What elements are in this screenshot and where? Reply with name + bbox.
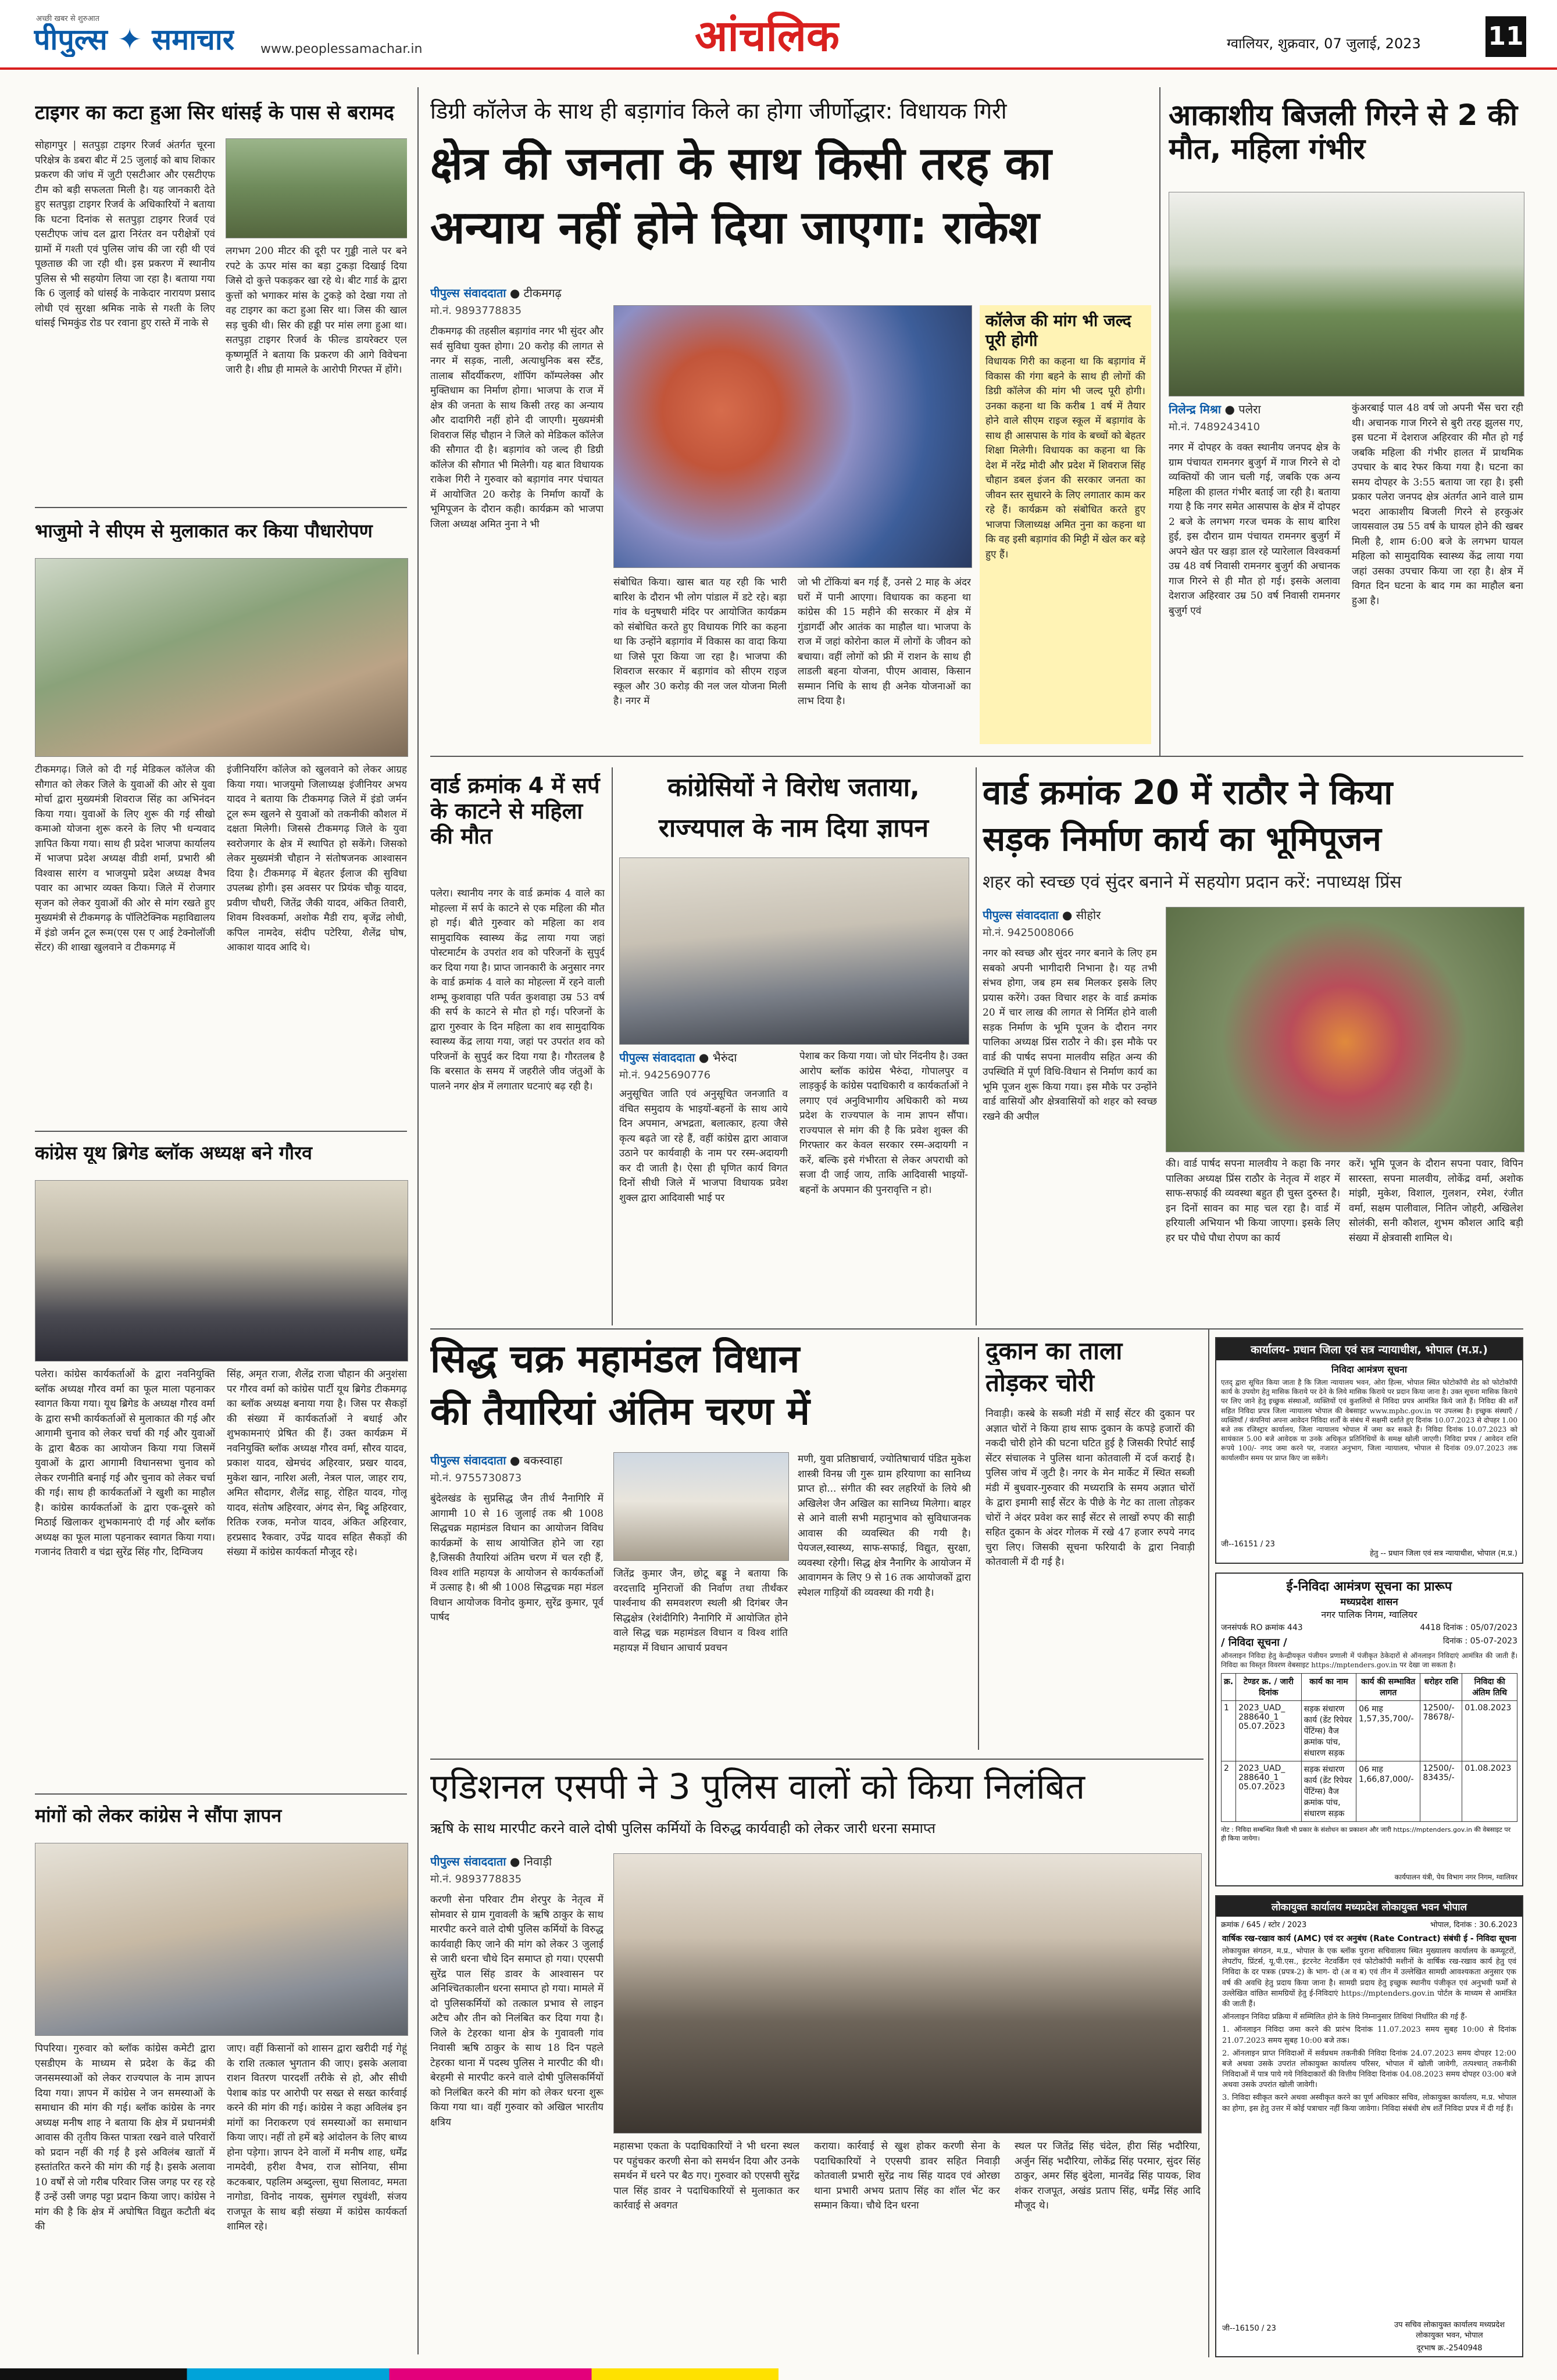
table-cell: सड़क संधारण कार्य (डेंट रिपेयर पेंटिंग्स) वैज क्रमांक पांच, संधारण सड़क	[1301, 1761, 1356, 1822]
lead-text-2: संबोधित किया। खास बात यह रही कि भारी बारिश के दौरान भी लोग पांडाल में डटे रहे। बड़ा गांव के धनुषधारी मंदिर पर आयोजित कार्यक्रम को संबोधित करते हुए विधायक गिरि का कहना था कि उन्होंने बड़ागांव में विकास का वादा किया था जिसे पूरा किया जा रहा है। भाजपा की शिवराज सरकार में बड़ागांव को सीएम राइज स्कूल और 30 करोड़ की नल जल योजना मिली है। नगर में	[613, 577, 787, 707]
court-notice-ref: जी--16151 / 23	[1221, 1540, 1275, 1549]
tiger-headline: टाइगर का कटा हुआ सिर धांसई के पास से बरामद	[35, 102, 394, 124]
tender-column-header: टेण्डर क्र. / जारी दिनांक	[1236, 1674, 1302, 1701]
divider	[430, 1328, 1523, 1330]
congress-youth-headline: कांग्रेस यूथ ब्रिगेड ब्लॉक अध्यक्ष बने गौरव	[35, 1142, 312, 1164]
police-subhead: ऋषि के साथ मारपीट करने वाले दोषी पुलिस कर्मियों के विरुद्ध कार्यवाही को लेकर जारी धरना समाप्त	[430, 1820, 935, 1836]
column-divider	[612, 767, 613, 1325]
lead-text-1: टीकमगढ़ की तहसील बड़ागांव नगर भी सुंदर और सर्व सुविधा युक्त होगा। 20 करोड़ की लागत से नगर में सड़क, नाली, अत्याधुनिक बस स्टैंड, तालाब सौंदर्यीकरण, शॉपिंग कॉम्पलेक्स और मुक्तिधाम का निर्माण होगा। भाजपा के राज में क्षेत्र की जनता के साथ किसी तरह का अन्याय और दादागिरी नहीं होने दी जाएगी। मुख्यमंत्री शिवराज सिंह चौहान ने जिले को मेडिकल कॉलेज की सौगात दी है। बड़ागांव को जल्द ही डिग्री कॉलेज की सौगात भी मिलेगी। यह बात विधायक राकेश गिरी ने गुरुवार को बड़ागांव नगर पंचायत में आयोजित 20 करोड़ के निर्माण कार्यों के भूमिपूजन के दौरान कही। कार्यक्रम को भाजपा जिला अध्यक्ष अमित नुना ने भी	[430, 326, 603, 530]
memorandum-text-2: जाए। वहीं किसानों को शासन द्वारा खरीदी गई गेहूं के राशि तत्काल भुगतान की जाए। इसके अलावा राशन वितरण पारदर्शी तरीके से हो, और सीधी पेशाब कांड पर आरोपी पर सख्त से सख्त कार्रवाई करने की मांग की गई। कांग्रेस ने कहा अविलंब इन मांगों का निराकरण एवं समस्याओं का समाधान किया जाए। नहीं तो हमें बड़े आंदोलन के लिए बाध्य होना पड़ेगा। ज्ञापन देने वालों में मनीष शाह, धर्मेंद्र नामदेवी, हरीश वैभव, राज सोनिया, सीमा कटकबार, पहलिम अब्दुल्ला, सुधा सिलावट, ममता नागोडा, विनोद नायक, सुमंगल रघुवंशी, संजय राजपूत के साथ बड़ी संख्या में कांग्रेस कार्यकर्ता शामिल रहे।	[227, 2043, 407, 2232]
table-cell: 1	[1222, 1701, 1236, 1761]
lead-byline-place: टीकमगढ़	[523, 286, 562, 300]
tender-title: ई-निविदा आमंत्रण सूचना का प्रारूप	[1286, 1579, 1452, 1594]
table-cell: 12500/- 78678/-	[1420, 1701, 1462, 1761]
tender-ref-mid: 4418 दिनांक : 05/07/2023	[1420, 1623, 1517, 1632]
governor-headline-line-1: कांग्रेसियों ने विरोध जताया,	[667, 773, 920, 802]
court-notice	[1215, 1337, 1523, 1564]
lokayukt-title: वार्षिक रख-रखाव कार्य (AMC) एवं दर अनुबंध (Rate Contract) संबंधी ई - निविदा सूचना	[1222, 1934, 1517, 1943]
tender-column-header: निविदा की अंतिम तिथि	[1462, 1674, 1517, 1701]
police-mobile: मो.नं. 9893778835	[430, 1873, 522, 1885]
siddha-byline: पीपुल्स संवाददाता ● बकस्वाहा	[430, 1453, 563, 1467]
column-divider	[978, 1337, 979, 1750]
shop-text: निवाड़ी। कस्बे के सब्जी मंडी में साईं सेंटर की दुकान पर अज्ञात चोरों ने किया हाथ साफ दुकान के कपड़े हजारों की नकदी चोरी होने की घटना घटित हुई है जिसकी रिपोर्ट साईं सेंटर संचालक ने पुलिस थाना कोतवाली में दर्ज कराई है। पुलिस जांच में जुटी है। नगर के मेन मार्केट में स्थित सब्जी मंडी में बुधवार-गुरुवार की मध्यरात्रि के समय अज्ञात चोरों के द्वारा इमामी साईं सेंटर के पीछे के गेट का ताला तोड़कर चोरों ने अंदर प्रवेश कर साईं सेंटर से लाखों रुपए की साड़ी सहित दुकान के अंदर गोलक में रखे 47 हजार रुपये नगद चुरा लिए। जिसकी सूचना फरियादी के द्वारा निवाड़ी कोतवाली में दी गई है।	[985, 1408, 1195, 1568]
lightning-byline: निलेन्द्र मिश्रा ● पलेरा	[1169, 402, 1261, 416]
congress-youth-photo	[35, 1180, 408, 1361]
lokayukt-phone: दूरभाष क्र.-2540948	[1416, 2344, 1483, 2353]
tender-notice	[1215, 1573, 1523, 1886]
tiger-photo	[226, 138, 407, 238]
lead-sidebar-text: विधायक गिरी का कहना था कि बड़ागांव में विकास की गंगा बहने के साथ ही लोगों की डिग्री कॉलेज की मांग भी जल्द पूरी होगी। उनका कहना था कि करीब 1 वर्ष में तैयार होने वाले सीएम राइज स्कूल में बड़ागांव के साथ ही आसपास के गांव के बच्चों को बेहतर शिक्षा मिलेगी। विधायक का कहना था कि देश में नरेंद्र मोदी और प्रदेश में शिवराज सिंह चौहान डबल इंजन की सरकार जनता का जीवन स्तर सुधारने के लिए लगातार काम कर रहे हैं। कार्यक्रम को संबोधित करते हुए भाजपा जिलाध्यक्ष अमित नुना का कहना था कि वह इसी बड़ागांव की मिट्टी में खेल कर बड़े हुए हैं।	[985, 356, 1145, 560]
tender-sign: कार्यपालन यंत्री, पेय विभाग नगर निगम, ग्वालियर	[1394, 1873, 1517, 1881]
siddha-text-2: जितेंद्र कुमार जैन, छोटू बड्डू ने बताया कि वरदत्तादि मुनिराजों की निर्वाण तथा तीर्थंकर पार्श्वनाथ की समवशरण स्थली श्री दिगंबर जैन सिद्धक्षेत्र (रेशंदीगिरि) नैनागिरि में आयोजित होने वाले सिद्ध चक्र महामंडल विधान व विश्व शांति महायज्ञ में विधान आचार्य प्रवचन	[613, 1568, 788, 1654]
tender-org: नगर पालिक निगम, ग्वालियर	[1321, 1609, 1417, 1620]
police-text-3: कराया। कार्रवाई से खुश होकर करणी सेना के पदाधिकारियों ने एएसपी डावर सहित निवाड़ी कोतवाली प्रभारी सुरेंद्र नाथ सिंह यादव एवं ओरछा थाना प्रभारी अभय प्रताप सिंह का शॉल भेंट कर सम्मान किया। चौथे दिन धरना	[814, 2140, 1000, 2211]
memorandum-photo	[35, 1843, 408, 2036]
police-photo	[613, 1853, 1202, 2134]
lightning-byline-place: पलेरा	[1238, 402, 1261, 416]
table-cell: 2023_UAD_ 288640_1 05.07.2023	[1236, 1761, 1302, 1822]
lead-sidebar	[980, 305, 1151, 744]
lead-byline-name: पीपुल्स संवाददाता	[430, 286, 506, 300]
lightning-mobile: मो.नं. 7489243410	[1169, 421, 1260, 433]
tender-column-header: धरोहर राशि	[1420, 1674, 1462, 1701]
divider	[430, 756, 1523, 757]
tender-table-wrap	[1216, 1671, 1522, 1824]
police-byline-place: निवाड़ी	[523, 1854, 552, 1868]
section-title: आंचलिक	[695, 12, 840, 61]
congress-youth-text-2: सिंह, अमृत राजा, शैलेंद्र राजा चौहान की अनुशंसा पर गौरव वर्मा को कांग्रेस पार्टी यूथ ब्रिगेड टीकमगढ़ का ब्लॉक अध्यक्ष बनाया गया है। जिस पर सैकड़ों की संख्या में कार्यकर्ताओं ने बधाई और शुभकामनाएं प्रेषित की हैं। उक्त कार्यक्रम में नवनियुक्ति ब्लॉक अध्यक्ष गौरव वर्मा, सौरव यादव, प्रकाश यादव, खेमचंद अहिरवार, प्रखर यादव, मुकेश खान, नारिश अली, नेत्रल पाल, जाहर राय, अमित सौदागर, शैलेंद्र साहू, रोहित यादव, गोलू यादव, संतोष अहिरवार, अंगद सेन, बिट्टू अहिरवार, रितिक रजक, मनोज यादव, अंकित अहिरवार, हरप्रसाद रैकवार, उपेंद्र यादव सहित सैकड़ों की संख्या में कांग्रेस कार्यकर्ता मौजूद रहे।	[227, 1368, 407, 1558]
site-url[interactable]: www.peoplessamachar.in	[260, 42, 423, 56]
divider	[35, 1793, 407, 1795]
governor-headline-line-2: राज्यपाल के नाम दिया ज्ञापन	[658, 814, 929, 843]
police-text-4: स्थल पर जितेंद्र सिंह चंदेल, हीरा सिंह भदौरिया, अर्जुन सिंह भदौरिया, लोकेंद्र सिंह परमार, सुंदर सिंह ठाकुर, अमर सिंह बुंदेला, मानवेंद्र सिंह पायक, शिव शंकर राजपूत, अखंड प्रताप सिंह, धर्मेंद्र सिंह आदि मौजूद थे।	[1015, 2140, 1201, 2211]
lead-headline-line-1: क्षेत्र की जनता के साथ किसी तरह का	[430, 138, 1052, 190]
page-number-text: 11	[1488, 22, 1524, 51]
tender-state: मध्यप्रदेश शासन	[1340, 1596, 1398, 1608]
brand-logo: पीपुल्स ✦ समाचार	[34, 23, 235, 56]
ward20-headline-line-2: सड़क निर्माण कार्य का भूमिपूजन	[983, 820, 1381, 859]
lead-kicker: डिग्री कॉलेज के साथ ही बड़ागांव किले का होगा जीर्णोद्धार: विधायक गिरी	[430, 99, 1007, 124]
table-row	[1222, 1761, 1517, 1822]
siddha-headline-line-2: की तैयारियां अंतिम चरण में	[430, 1389, 810, 1434]
siddha-photo	[613, 1452, 789, 1561]
governor-byline-place: भैरुंदा	[712, 1050, 737, 1064]
page-number	[1485, 16, 1526, 57]
congress-youth-text-1: पलेरा। कांग्रेस कार्यकर्ताओं के द्वारा नवनियुक्ति ब्लॉक अध्यक्ष गौरव वर्मा का फूल माला पहनाकर स्वागत किया गया। यूथ ब्रिगेड के अध्यक्ष गौरव वर्मा के द्वारा सभी कार्यकर्ताओं से मुलाकात की गई और आगामी चुनाव को लेकर चर्चा की गई और युवाओं के द्वारा बैठक का आयोजन किया गया जिसमें युवाओं के द्वारा आगामी विधानसभा चुनाव को लेकर रणनीति बनाई गई और चुनाव को लेकर चर्चा की गई। साथ ही कार्यकर्ताओं ने खुशी का माहौल है। कांग्रेस कार्यकर्ताओं के द्वारा एक-दूसरे को मिठाई खिलाकर शुभकामनाएं दी गई और ब्लॉक अध्यक्ष का फूल माला पहनाकर स्वागत किया गया। गजानंद तिवारी व चंद्रा सुरेंद्र सिंह गौर, दिग्विजय	[35, 1368, 215, 1558]
siddha-byline-place: बकस्वाहा	[523, 1453, 563, 1467]
lead-sidebar-title: कॉलेज की मांग भी जल्द पूरी होगी	[985, 311, 1131, 350]
siddha-mobile: मो.नं. 9755730873	[430, 1472, 522, 1484]
tender-refs	[1216, 1621, 1522, 1634]
lokayukt-date: भोपाल, दिनांक : 30.6.2023	[1430, 1921, 1517, 1929]
lokayukt-body-4: 2. ऑनलाइन प्राप्त निविदाओं में सर्वप्रथम तकनीकी निविदा दिनांक 24.07.2023 समय दोपहर 12:00 बजे अथवा उसके उपरांत लोकायुक्त कार्यालय परिसर, भोपाल में खोली जावेगी, तत्पश्चात् तकनीकी निविदाओं में पात्र पाये गये निविदाकारों की वित्तीय निविदा दिनांक 04.08.2023 समय दोपहर 03:00 बजे अथवा उसके उपरांत खोली जावेगी।	[1222, 2049, 1516, 2090]
divider	[35, 1131, 407, 1132]
police-byline-name: पीपुल्स संवाददाता	[430, 1854, 506, 1868]
lead-headline-line-2: अन्याय नहीं होने दिया जाएगा: राकेश	[430, 202, 1040, 254]
bhajyumo-text-1: टीकमगढ़। जिले को दी गई मेडिकल कॉलेज की सौगात को लेकर जिले के युवाओं की ओर से युवा मोर्चा द्वारा मुख्यमंत्री शिवराज सिंह का अभिनंदन किया गया। युवाओं के लिए शुरू की गई सीखो कमाओ योजना शुरू करने के लिए भी धन्यवाद ज्ञापित किया गया। साथ ही प्रदेश भाजपा कार्यालय में भाजपा प्रदेश अध्यक्ष वीडी शर्मा, प्रभारी श्री विश्वास सारंग व भाजयुमो प्रदेश अध्यक्ष वैभव पवार का आभार व्यक्त किया। जिले में रोजगार सृजन को लेकर युवाओं की ओर से मांग रखते हुए मुख्यमंत्री से टीकमगढ़ के पॉलिटेक्निक महाविद्यालय में इंडो जर्मन टूल रूम(एस एस ए आई टेक्नोलॉजी सेंटर) की शाखा खुलवाने व टीकमगढ़ में	[35, 764, 215, 953]
lightning-byline-name: निलेन्द्र मिश्रा	[1169, 402, 1222, 416]
court-notice-sign: हेतु -- प्रधान जिला एवं सत्र न्यायाधीश, भोपाल (म.प्र.)	[1370, 1549, 1517, 1558]
table-row	[1222, 1701, 1517, 1761]
police-text-1: करणी सेना परिवार टीम शेरपुर के नेतृत्व में सोमवार से ग्राम गुवावली के ऋषि ठाकुर के साथ मारपीट करने वाले दोषी पुलिस कर्मियों के विरुद्ध कार्यवाही किए जाने की मांग को लेकर 3 जुलाई से जारी धरना चौथे दिन समाप्त हो गया। एएसपी सुरेंद्र पाल सिंह डावर के आश्वासन पर अनिश्चितकालीन धरना समाप्त हो गया। मामले में दो पुलिसकर्मियों को तत्काल प्रभाव से लाइन अटैच और तीन को निलंबित कर दिया गया है। जिले के टेहरका थाना क्षेत्र के गुवावली गांव निवासी ऋषि ठाकुर के साथ 18 दिन पहले टेहरका थाना में पदस्थ पुलिस ने मारपीट की थी। बेरहमी से मारपीट करने वाले दोषी पुलिसकर्मियों को निलंबित करने की मांग को लेकर धरना शुरू किया गया था। वहीं गुरुवार को अखिल भारतीय क्षत्रिय	[430, 1894, 603, 2128]
snake-headline: वार्ड क्रमांक 4 में सर्प के काटने से महिला की मौत	[430, 773, 600, 849]
tender-column-header: क्र.	[1222, 1674, 1236, 1701]
governor-mobile: मो.नं. 9425690776	[619, 1069, 711, 1081]
tender-column-header: कार्य का नाम	[1301, 1674, 1356, 1701]
tender-date: दिनांक : 05-07-2023	[1442, 1636, 1517, 1646]
table-cell: 01.08.2023	[1462, 1701, 1517, 1761]
tender-ref-left: जनसंपर्क RO क्रमांक 443	[1221, 1623, 1303, 1632]
table-cell: 12500/- 83435/-	[1420, 1761, 1462, 1822]
shop-headline-line-1: दुकान का ताला	[985, 1337, 1123, 1365]
divider	[35, 507, 407, 508]
police-text-2: महासभा एकता के पदाधिकारियों ने भी धरना स्थल पर पहुंचकर करणी सेना को समर्थन दिया और उनके समर्थन में धरने पर बैठ गए। गुरुवार को एएसपी सुरेंद्र पाल सिंह डावर ने पदाधिकारियों से मुलाकात कर कार्रवाई से अवगत	[613, 2140, 799, 2211]
ward20-text-3: करें। भूमि पूजन के दौरान सपना पवार, विपिन सारस्ता, सपना मालवीय, लोकेंद्र वर्मा, अशोक मांझी, मुकेश, विशाल, गुलशन, रमेश, रंजीत वर्मा, सक्षम पालीवाल, नितिन जोहरी, अखिलेश सोलंकी, सनी कौशल, शुभम कौशल आदि बड़ी संख्या में क्षेत्रवासी शामिल थे।	[1349, 1158, 1523, 1244]
tender-column-header: कार्य की सम्भावित लागत	[1356, 1674, 1420, 1701]
governor-text-2: पेशाब कर किया गया। जो घोर निंदनीय है। उक्त आरोप ब्लॉक कांग्रेस भैरुंदा, गोपालपुर व लाड़कुई के कांग्रेस पदाधिकारी व कार्यकर्ताओं ने लगाए एवं अनुविभागीय अधिकारी को मध्य प्रदेश के राज्यपाल के नाम ज्ञापन सौंपा। राज्यपाल से मांग की है कि प्रवेश शुक्ल की गिरफ्तार कर केवल सरकार रस्म-अदायगी न करें, बल्कि इसे गंभीरता से लेकर अपराधी को सजा दी जाई जाय, ताकि आदिवासी भाइयों-बहनों के अपमान की पुनरावृत्ति न हो।	[799, 1050, 968, 1196]
lead-mobile: मो.नं. 9893778835	[430, 305, 522, 317]
tender-table-header	[1222, 1674, 1517, 1701]
column-divider	[417, 87, 419, 2354]
lokayukt-body-3: 1. ऑनलाइन निविदा जमा करने की प्रारंभ दिनांक 11.07.2023 समय सुबह 10:00 से दिनांक 21.07.2023 समय सुबह 10:00 बजे तक।	[1222, 2025, 1516, 2045]
lightning-headline: आकाशीय बिजली गिरने से 2 की मौत, महिला गंभीर	[1169, 99, 1518, 166]
table-cell: 06 माह 1,57,35,700/-	[1356, 1701, 1420, 1761]
ward20-text-1: नगर को स्वच्छ और सुंदर नगर बनाने के लिए हम सबको अपनी भागीदारी निभाना है। यह तभी संभव होगा, जब हम सब मिलकर इसके लिए प्रयास करेंगे। उक्त विचार शहर के वार्ड क्रमांक 20 में चार लाख की लागत से निर्मित होने वाली सड़क निर्माण के भूमि पूजन के दौरान नगर पालिका अध्यक्ष प्रिंस राठौर ने की। इस मौके पर वार्ड की पार्षद सपना मालवीय सहित अन्य की उपस्थिति में पूर्ण विधि-विधान से निर्माण कार्य का भूमि पूजन शुरू किया गया। इस मौके पर उन्होंने वार्ड वासियों और क्षेत्रवासियों को शहर को स्वच्छ रखने की अपील	[983, 948, 1157, 1123]
tender-notice-line	[1216, 1634, 1522, 1650]
bhajyumo-headline: भाजुमो ने सीएम से मुलाकात कर किया पौधारोपण	[35, 520, 373, 542]
governor-byline-name: पीपुल्स संवाददाता	[619, 1050, 695, 1064]
governor-byline: पीपुल्स संवाददाता ● भैरुंदा	[619, 1050, 737, 1064]
divider	[430, 1759, 1204, 1760]
masthead	[0, 0, 1557, 70]
bhajyumo-text-2: इंजीनियरिंग कॉलेज को खुलवाने को लेकर आग्रह किया गया। भाजयुमो जिलाध्यक्ष इंजीनियर अभय यादव ने बताया कि टीकमगढ़ जिले में इंडो जर्मन टूल रूम खुलने से युवाओं को तकनीकी कौशल में दक्षता मिलेगी। जिससे टीकमगढ़ जिले के युवा स्वरोजगार के क्षेत्र में स्थापित हो सकेंगे। जिसको लेकर मुख्यमंत्री चौहान ने संतोषजनक आश्वासन दिया है। टीकमगढ़ में बेहतर ईलाज की सुविधा उपलब्ध होगी। इस अवसर पर प्रियंक चौकू यादव, प्रवीण चौधरी, जितेंद्र जैकी यादव, अंकित तिवारी, शिवम विश्वकर्मा, अशोक मैडी राय, बृजेंद्र लोधी, कपिल नामदेव, संदीप पटेरिया, शैलेंद्र घोष, आकाश यादव आदि थे।	[227, 764, 407, 953]
lokayukt-ref: क्रमांक / 645 / स्टोर / 2023	[1221, 1921, 1307, 1929]
court-notice-header: कार्यालय- प्रधान जिला एवं सत्र न्यायाधीश, भोपाल (म.प्र.)	[1216, 1338, 1522, 1360]
tender-notice-label: / निविदा सूचना /	[1221, 1636, 1287, 1649]
tiger-body	[35, 138, 407, 499]
column-divider	[1159, 87, 1160, 756]
column-divider	[1208, 1328, 1209, 2357]
dateline: ग्वालियर, शुक्रवार, 07 जुलाई, 2023	[1227, 35, 1421, 52]
ward20-photo	[1166, 907, 1524, 1152]
lokayukt-notice	[1215, 1895, 1523, 2357]
table-cell: 2023_UAD_ 288640_1 05.07.2023	[1236, 1701, 1302, 1761]
ward20-byline: पीपुल्स संवाददाता ● सीहोर	[983, 908, 1101, 922]
lokayukt-body-2: ऑनलाइन निविदा प्रक्रिया में सम्मिलित होने के लिये निम्नानुसार तिथियां निर्धारित की गई हैं-	[1222, 2013, 1467, 2022]
lokayukt-ref2: जी--16150 / 23	[1222, 2324, 1276, 2333]
footer-color-bar	[0, 2368, 1557, 2380]
tender-table	[1221, 1673, 1517, 1822]
lokayukt-body-1: लोकायुक्त संगठन, म.प्र., भोपाल के एक ब्लॉक पुराना सचिवालय स्थित मुख्यालय कार्यालय के कम्प्यूटरों, लेपटॉप, प्रिंटर्स, यू.पी.एस., इंटरनेट नेटवर्किंग एवं फोटोकॉपी मशीनों के वार्षिक रख-रखाव कार्य हेतु एवं निविदा के दर पत्रक (प्रपत्र-2) के भाग- दो (अ व ब) एवं तीन में उल्लेखित सामग्री आवश्यकता अनुसार एक वर्ष की अवधि हेतु प्रदाय किया जाना है। सामग्री प्रदाय हेतु इच्छुक स्थानीय पंजीकृत एवं अनुभवी फर्मों से उल्लेखित वांछित सामग्रियों हेतु ई-निविदाएं https://mptenders.gov.in पोर्टल के माध्यम से आमंत्रित की जाती हैं।	[1222, 1947, 1516, 2009]
bhajyumo-photo	[35, 558, 408, 757]
ward20-byline-place: सीहोर	[1076, 908, 1101, 922]
brand-tagline: अच्छी खबर से शुरुआत	[36, 15, 100, 23]
tiger-text-1: सोहागपुर | सतपुड़ा टाइगर रिजर्व अंतर्गत चूरना परिक्षेत्र के डबरा बीट में 25 जुलाई को बाघ शिकार प्रकरण की जांच में जुटी एसटीआर और एसटीएफ टीम को बड़ी सफलता मिली है। यह जानकारी देते हुए सतपुड़ा टाइगर रिजर्व के अधिकारियों ने बताया कि घटना दिनांक से सतपुड़ा टाइगर रिजर्व एवं एसटीएफ जांच दल द्वारा निरंतर वन परीक्षेत्रों एवं ग्रामों में गश्ती एवं पुलिस जांच की जा रही थी एवं पूछताछ की जा रही थी। इस प्रकरण में स्थानीय पुलिस से भी सहयोग लिया जा रहा है। बताया गया कि 6 जुलाई को धांसई के नाकेदार नारायण प्रसाद लोधी एवं सुरक्षा श्रमिक नाके से गश्ती के लिए धांसई भिमकुंड रोड पर रवाना हुए रास्ते में नाके से	[35, 140, 215, 329]
tender-note: नोट : निविदा सम्बन्धित किसी भी प्रकार के संशोधन का प्रकाशन और जारी https://mptenders.gov.in की वेबसाइट पर ही किया जायेगा।	[1221, 1826, 1511, 1843]
ward20-headline-line-1: वार्ड क्रमांक 20 में राठौर ने किया	[983, 773, 1393, 812]
lightning-text-2: कुंअरबाई पाल 48 वर्ष जो अपनी भैंस चरा रही थी। अचानक गाज गिरने से बुरी तरह झुलस गए, इस घटना में देशराज अहिरवार की मौत हो गई जबकि महिला की गंभीर हालत में प्राथमिक उपचार के बाद रेफर किया गया है। घटना का समय दोपहर के 3:55 बताया जा रहा है। इसी प्रकार पलेरा जनपद क्षेत्र अंतर्गत आने वाले ग्राम भदरा आकाशीय बिजली गिरने से हरकुअंर जायसवाल उम्र 55 वर्ष के घायल होने की खबर मिली है, शाम 6:00 बजे के लगभग घायल महिला को सामुदायिक स्वास्थ्य केंद्र लाया गया जहां उसका उपचार किया जा रहा है। क्षेत्र में विगत दिन घटना के बाद गम का माहौल बना हुआ है।	[1352, 402, 1523, 607]
siddha-text-1: बुंदेलखंड के सुप्रसिद्ध जैन तीर्थ नैनागिरि में आगामी 10 से 16 जुलाई तक श्री 1008 सिद्धचक्र महामंडल विधान का आयोजन विविध कार्यक्रमों के साथ आयोजित होने जा रहा है,जिसकी तैयारियां अंतिम चरण में चल रही हैं, विश्व शांति महायज्ञ के आयोजन से कार्यकर्ताओं में उत्साह है। श्री श्री 1008 सिद्धचक्र महा मंडल विधान आयोजक विनोद कुमार, सुरेंद्र कुमार, पूर्व पार्षद	[430, 1493, 603, 1623]
snake-text: पलेरा। स्थानीय नगर के वार्ड क्रमांक 4 वाले का मोहल्ला में सर्प के काटने से एक महिला की मौत हो गई। बीते गुरुवार को महिला का शव सामुदायिक स्वास्थ्य केंद्र लाया गया जहां पोस्टमार्टम के उपरांत शव को परिजनों के सुपुर्द कर दिया गया है। प्राप्त जानकारी के अनुसार नगर के वार्ड क्रमांक 4 वाले का मोहल्ला में रहने वाली शम्भू कुशवाहा पति पर्वत कुशवाहा उम्र 53 वर्ष की सर्प के काटने से मौत हो गई। परिजनों के द्वारा गुरुवार के दिन महिला का शव सामुदायिक स्वास्थ्य केंद्र लाया गया, जहां पर उपरांत शव को परिजनों के सुपुर्द कर दिया गया है। गौरतलब है कि बरसात के समय में जहरीले जीव जंतुओं के पालने नगर क्षेत्र में लगातार घटनाएं बढ़ रही है।	[430, 888, 605, 1092]
memorandum-text-1: पिपरिया। गुरुवार को ब्लॉक कांग्रेस कमेटी द्वारा एसडीएम के माध्यम से प्रदेश के केंद्र की जनसमस्याओं को लेकर राज्यपाल के नाम ज्ञापन दिया गया। ज्ञापन में कांग्रेस ने जन समस्याओं के समाधान की मांग की गई। ब्लॉक कांग्रेस के नगर अध्यक्ष मनीष शाह ने बताया कि क्षेत्र में प्रधानमंत्री आवास की तृतीय किस्त पात्रता रखने वाले परिवारों को प्रदान नहीं की गई है इसे अविलंब खातों में हस्तांतरित करने की मांग की गई है। इसके अलावा 10 वर्षों से जो गरीब परिवार जिस जगह पर रह रहे हैं उन्हें उसी जगह पट्टा प्रदान किया जाए। कांग्रेस ने मांग की है कि क्षेत्र में अघोषित विद्युत कटौती बंद की	[35, 2043, 215, 2232]
ward20-subhead: शहर को स्वच्छ एवं सुंदर बनाने में सहयोग प्रदान करें: नपाध्यक्ष प्रिंस	[983, 872, 1402, 892]
lokayukt-sign: उप सचिव लोकायुक्त कार्यालय मध्यप्रदेश लोकायुक्त भवन, भोपाल	[1394, 2321, 1505, 2340]
court-notice-body: एतद् द्वारा सूचित किया जाता है कि जिला न्यायालय भवन, ओरा हिल्स, भोपाल स्थित फोटोकॉपी शेड को फोटोकॉपी कार्य के उपयोग हेतु मासिक किराये पर देने के लिये मासिक किराये पर प्रदान किया जाना है। उक्त सूचना मासिक किराये पर लिए जाने हेतु इच्छुक संस्थाओं, व्यक्तियों एवं कुशलियों से निविदा प्रपत्र आमंत्रित किये जाते हैं। निविदा की शर्तें सहित निविदा प्रपत्र जिला न्यायालय भोपाल की वेबसाइट www.mphc.gov.in पर उपलब्ध है। इच्छुक संस्थाएँ / व्यक्तियाँ / कंपनियां अपना आवेदन निविदा शर्तों के संबंध में सक्षमी दर्शाते हुए दिनांक 10.07.2023 से दोपहर 1.00 बजे तक रजिस्ट्रार कार्यालय, जिला न्यायालय भोपाल में जमा कर सकते हैं। निविदा दिनांक 10.07.2023 को सायंकाल 5.00 बजे आवेदक या उनके अधिकृत प्रतिनिधियों के समक्ष खोली जाएगी। निविदा प्रपत्र / आवेदन राशि रूपये 100/- नगद जमा करने पर, नजारत अनुभाग, जिला न्यायालय, भोपाल से दिनांक 09.07.2023 तक कार्यालयीन समय पर प्राप्त किए जा सकेंगे।	[1221, 1378, 1517, 1462]
governor-text-1: अनुसूचित जाति एवं अनुसूचित जनजाति व वंचित समुदाय के भाइयों-बहनों के साथ आये दिन अपमान, अभद्रता, बलात्कार, हत्या जैसे कृत्य बढ़ते जा रहे हैं, वहीं कांग्रेस द्वारा आवाज उठाने पर कार्यवाही के नाम पर रस्म-अदायगी कर दी जाती है। ऐसा ही घृणित कार्य विगत दिनों सीधी जिले में भाजपा विधायक प्रवेश शुक्ल द्वारा आदिवासी भाई पर	[619, 1088, 788, 1204]
lightning-text-1: नगर में दोपहर के वक्त स्थानीय जनपद क्षेत्र के ग्राम पंचायत रामनगर बुजुर्ग में गाज गिरने से दो व्यक्तियों की जान चली गई, जबकि एक अन्य महिला की हालत गंभीर बताई जा रही है। बताया गया है कि नगर समेत आसपास के क्षेत्र में दोपहर 2 बजे के लगभग गरज चमक के साथ बारिश हुई, इस दौरान ग्राम पंचायत रामनगर बुजुर्ग में अपने खेत पर खड़ा डाल रहे प्यारेलाल विश्वकर्मा उम्र 48 वर्ष निवासी रामनगर बुजुर्ग की अचानक गाज गिरने से ही मौत हो गई। इसके अलावा देशराज अहिरवार उम्र 50 वर्ष निवासी रामनगर बुजुर्ग एवं	[1169, 442, 1340, 617]
police-headline: एडिशनल एसपी ने 3 पुलिस वालों को किया निलंबित	[430, 1767, 1085, 1807]
lightning-photo	[1169, 192, 1524, 396]
ward20-mobile: मो.नं. 9425008066	[983, 927, 1074, 939]
tender-intro: ऑनलाइन निविदा हेतु केन्द्रीयकृत पंजीयन प्रणाली में पंजीकृत ठेकेदारों से ऑनलाइन निविदाएं आमंत्रित की जाती हैं। निविदा का विस्तृत विवरण वेबसाइट https://mptenders.gov.in पर देखा जा सकता है।	[1221, 1652, 1517, 1669]
governor-photo	[619, 857, 969, 1045]
lokayukt-refs	[1216, 1917, 1522, 1932]
tiger-text-2: लगभग 200 मीटर की दूरी पर गुड्डी नाले पर बने रपटे के ऊपर मांस का बड़ा टुकड़ा दिखाई दिया जिसे दो कुत्ते पकड़कर खा रहे थे। बीट गार्ड के द्वारा कुत्तों को भगाकर मांस के टुकड़े को देखा गया तो वह टाइगर का कटा हुआ सिर था। जिस की खाल सड़ चुकी थी। सिर की हड्डी पर मांस लगा हुआ था। सतपुड़ा टाइगर रिजर्व के फील्ड डायरेक्टर एल कृष्णमूर्ति ने बताया कि प्रकरण की आगे विवेचना जारी है। शीघ्र ही मामले के आरोपी गिरफ्त में होंगे।	[226, 245, 407, 376]
siddha-byline-name: पीपुल्स संवाददाता	[430, 1453, 506, 1467]
siddha-headline-line-1: सिद्ध चक्र महामंडल विधान	[430, 1337, 800, 1381]
ward20-text-2: की। वार्ड पार्षद सपना मालवीय ने कहा कि नगर पालिका अध्यक्ष प्रिंस राठौर के नेतृत्व में शहर में साफ-सफाई की व्यवस्था बहुत ही चुस्त दुरुस्त है। इन दिनों सावन का माह चल रहा है। वार्ड में हरियाली अभियान भी किया जाएगा। इसके लिए हर घर पौधे पौधा रोपण का कार्य	[1166, 1158, 1340, 1244]
table-cell: 06 माह 1,66,87,000/-	[1356, 1761, 1420, 1822]
lokayukt-body-5: 3. निविदा स्वीकृत करने अथवा अस्वीकृत करने का पूर्ण अधिकार सचिव, लोकायुक्त कार्यालय, म.प्र. भोपाल का होगा, इस हेतु उत्तर में कोई पत्राचार नहीं किया जावेगा। निविदा संबंधी शेष शर्तें निविदा प्रपत्र में दी गई हैं।	[1222, 2093, 1516, 2113]
shop-headline-line-2: तोड़कर चोरी	[985, 1369, 1094, 1397]
court-notice-title: निविदा आमंत्रण सूचना	[1331, 1364, 1408, 1375]
lead-text-3: जो भी टोंकियां बन गई हैं, उनसे 2 माह के अंदर घरों में पानी आएगा। विधायक का कहना था कांग्रेस की 15 महीने की सरकार में क्षेत्र में गुंडागर्दी और आतंक का माहौल था। भाजपा के राज में जहां कोरोना काल में लोगों के जीवन को बचाया। वहीं लोगों को फ्री में राशन के साथ ही लाडली बहना योजना, पीएम आवास, किसान सम्मान निधि के साथ ही अनेक योजनाओं का लाभ दिया है।	[798, 577, 971, 707]
lokayukt-header: लोकायुक्त कार्यालय मध्यप्रदेश लोकायुक्त भवन भोपाल	[1216, 1896, 1522, 1917]
lead-photo	[613, 305, 972, 568]
table-cell: 01.08.2023	[1462, 1761, 1517, 1822]
tender-table-body	[1222, 1701, 1517, 1822]
lead-byline: पीपुल्स संवाददाता ● टीकमगढ़	[430, 286, 562, 300]
siddha-text-3: मणी, युवा प्रतिष्ठाचार्य, ज्योतिषाचार्य पंडित मुकेश शास्त्री विनम्र जी गुरू ग्राम हरियाणा का सानिध्य प्राप्त हो... संगीत की स्वर लहरियों के लिये श्री अखिलेश जैन अखिल का सानिध्य मिलेगा। बाहर से आने वाली सभी महानुभाव को सुविधाजनक आवास की व्यवस्थित की गयी है। पेयजल,स्वास्थ्य, साफ-सफाई, विद्युत, सुरक्षा, व्यवस्था रहेगी। सिद्ध क्षेत्र नैनागिर के आयोजन में आवागमन के लिए 9 से 16 तक आयोजकों द्वारा स्पेशल गाड़ियों की व्यवस्था की गयी है।	[798, 1453, 971, 1599]
table-cell: सड़क संधारण कार्य (डेंट रिपेयर पेंटिंग्स) वैज क्रमांक पांच, संधारण सड़क	[1301, 1701, 1356, 1761]
column-divider	[976, 767, 977, 1325]
ward20-byline-name: पीपुल्स संवाददाता	[983, 908, 1059, 922]
police-byline: पीपुल्स संवाददाता ● निवाड़ी	[430, 1854, 552, 1868]
memorandum-headline: मांगों को लेकर कांग्रेस ने सौंपा ज्ञापन	[35, 1805, 282, 1827]
table-cell: 2	[1222, 1761, 1236, 1822]
